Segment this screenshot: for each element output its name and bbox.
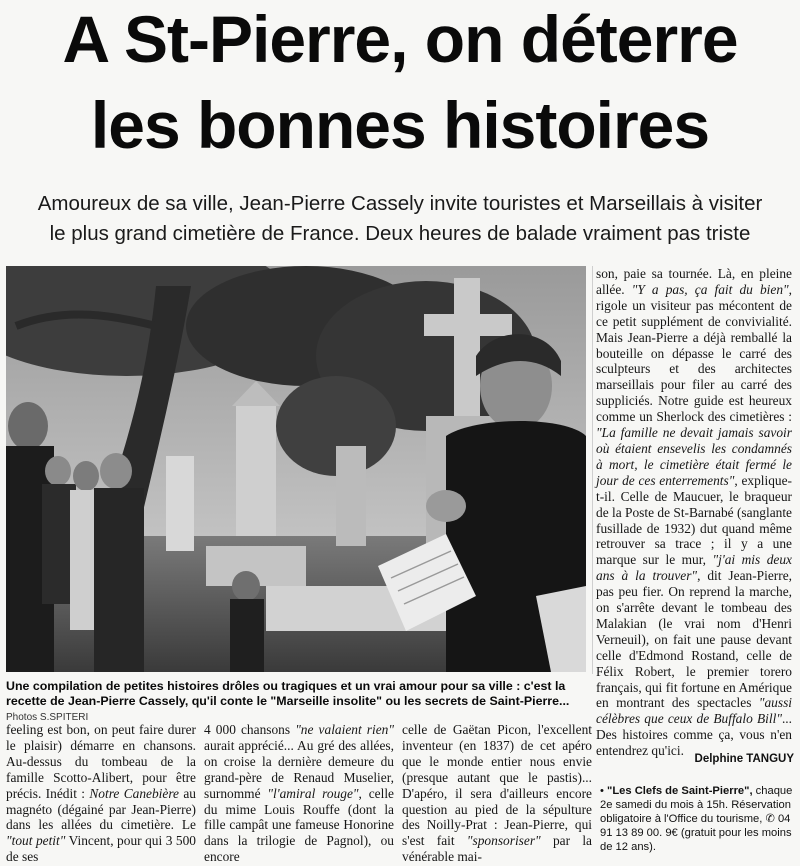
info-box — [600, 784, 796, 854]
article-column-1 — [6, 722, 196, 865]
article-paragraph: son, paie sa tournée. Là, en pleine allée. "Y a pas, ça fait du bien", rigole un visiteur pas mécontent de ce petit supplément de convivialité. Mais Jean-Pierre a déjà remballé la bouteille on dépasse le carré des sculpteurs et des architectes marseillais pour filer au carré des suppliciés. Notre guide est heureux comme un Sherlock des cimetières : "La famille ne devait jamais savoir où étaient ensevelis les condamnés à mort, le cimetière était fermé le jour de ces enterrements", explique-t-il. Celle de Maucuer, le braqueur de la Poste de St-Barnabé (sanglante fusillade de 1932) dut quand même retrouver sa trace ; il y a une marque sur le mur, "j'ai mis deux ans à la trouver", dit Jean-Pierre, pas peu fier. On reprend la marche, on s'arrête devant le tombeau des Malakian (le vrai nom d'Henri Verneuil), on fait une pause devant celle d'Edmond Rostand, celle de Félix Robert, le premier torero français, qui fit fortune en Amérique en montrant des spectacles "aussi célèbres que ceux de Buffalo Bill"... Des histoires comme ça, vous n'en entendrez qu'ici. — [596, 266, 793, 759]
article-paragraph: 4 000 chansons "ne valaient rien" aurait apprécié... Au gré des allées, on croise la dernière demeure du grand-père de Renaud Muselier, surnommé "l'amiral rouge", celle du mime Louis Rouffe (dont la fille campât une fameuse Honorine dans la trilogie de Pagnol), ou encore — [204, 722, 394, 865]
article-column-2 — [204, 722, 394, 865]
article-column-3 — [402, 722, 592, 865]
photo-credit: Photos S.SPITERI — [6, 712, 89, 723]
article-paragraph: celle de Gaëtan Picon, l'excellent inventeur (en 1837) de cet apéro que le monde entier nous envie (presque autant que le pastis)... D'apéro, il sera d'ailleurs encore question au pied de la sépulture des Noilly-Prat : Jean-Pierre, qui s'est fait "sponsoriser" par la vénérable mai- — [402, 722, 592, 865]
info-box-text: chaque 2e samedi du mois à 15h. Réservation obligatoire à l'Office du tourisme, ✆ 04 91 13 89 00. 9€ (gratuit pour les moins de 12 ans). — [600, 785, 793, 853]
bullet-icon: • — [600, 785, 604, 797]
standfirst-line-2: le plus grand cimetière de France. Deux heures de balade vraiment pas triste — [49, 222, 751, 245]
headline-line-1: A St-Pierre, on déterre — [62, 2, 738, 76]
headline-line-2: les bonnes histoires — [90, 88, 710, 162]
cemetery-tour-photo — [6, 266, 586, 672]
photo-illustration — [6, 266, 586, 672]
author-byline: Delphine TANGUY — [694, 753, 794, 765]
column-rule — [592, 266, 593, 674]
caption-text: Une compilation de petites histoires drôles ou tragiques et un vrai amour pour sa ville : c'est la recette de Jean-Pierre Cassely, qu'il conte le "Marseille insolite" ou les secrets de Saint-Pierre... — [6, 679, 570, 708]
info-box-title: "Les Clefs de Saint-Pierre", — [607, 785, 753, 797]
standfirst-line-1: Amoureux de sa ville, Jean-Pierre Cassely invite touristes et Marseillais à visiter — [37, 192, 763, 215]
article-paragraph: feeling est bon, on peut faire durer le plaisir) démarre en chansons. Au-dessus du tombeau de la famille Scotto-Alibert, pour être précis. Inédit : Notre Canebière au magnéto (dégainé par Jean-Pierre) dans les allées du cimetière. Le "tout petit" Vincent, pour qui 3 500 de ses — [6, 722, 196, 865]
photo-caption — [6, 679, 596, 725]
article-column-right — [596, 266, 792, 759]
